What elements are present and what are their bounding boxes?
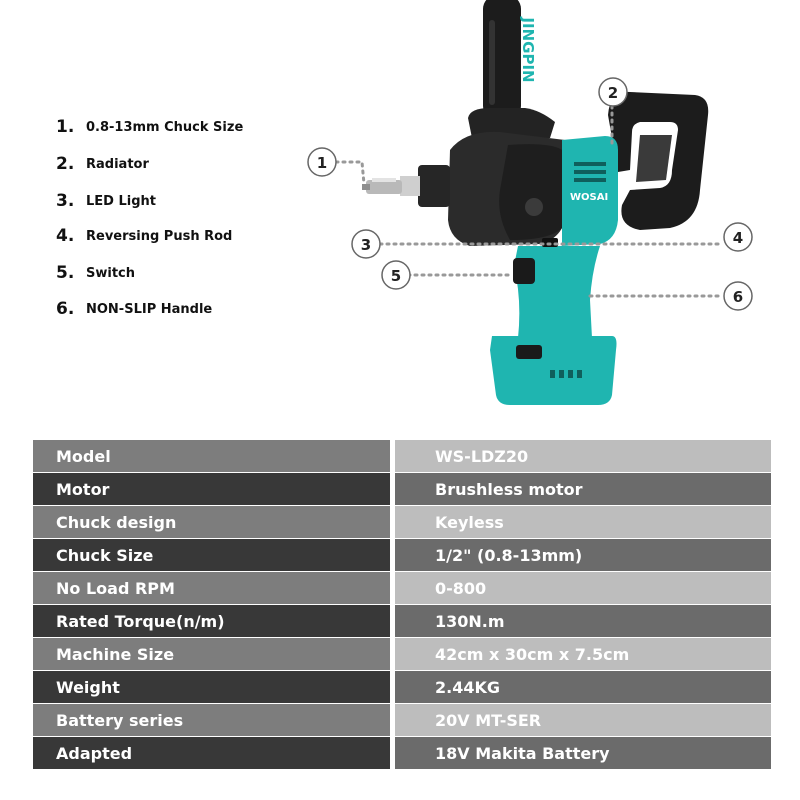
- handle-brand-text: JINGPIN: [519, 17, 537, 83]
- spec-label: Adapted: [33, 737, 390, 769]
- spec-value: Brushless motor: [395, 473, 771, 505]
- callout-5: [382, 261, 410, 289]
- feature-label: 0.8-13mm Chuck Size: [86, 119, 244, 135]
- svg-text:6: 6: [732, 288, 744, 306]
- spec-label: Machine Size: [33, 638, 390, 670]
- feature-label: NON-SLIP Handle: [86, 301, 213, 317]
- spec-row-rated-torque: [33, 605, 771, 637]
- spec-label: Motor: [33, 473, 390, 505]
- gearbox: [448, 132, 568, 246]
- spec-value: 0-800: [395, 572, 771, 604]
- feature-number: 1.: [56, 117, 75, 137]
- feature-item-non-slip-handle: [56, 296, 212, 322]
- trigger-switch: [513, 258, 535, 284]
- spec-value: Keyless: [395, 506, 771, 538]
- feature-item-chuck-size: [56, 114, 243, 140]
- spec-label: Weight: [33, 671, 390, 703]
- spec-row-chuck-design: [33, 506, 771, 538]
- svg-text:1: 1: [316, 154, 328, 172]
- spec-label: Model: [33, 440, 390, 472]
- svg-text:5: 5: [390, 267, 402, 285]
- feature-item-reversing-push-rod: [56, 223, 232, 249]
- spec-label: Chuck design: [33, 506, 390, 538]
- svg-text:3: 3: [360, 236, 372, 254]
- grip-body: [490, 238, 617, 405]
- feature-label: LED Light: [86, 193, 156, 209]
- body-brand-text: WOSAI: [570, 192, 609, 203]
- feature-label: Radiator: [86, 156, 149, 172]
- spec-row-machine-size: [33, 638, 771, 670]
- spec-label: Rated Torque(n/m): [33, 605, 390, 637]
- spec-value: 2.44KG: [395, 671, 771, 703]
- spec-label: Battery series: [33, 704, 390, 736]
- spec-row-weight: [33, 671, 771, 703]
- spec-label: Chuck Size: [33, 539, 390, 571]
- feature-number: 6.: [56, 299, 75, 319]
- callout-3: [352, 230, 380, 258]
- svg-text:2: 2: [607, 84, 619, 102]
- feature-number: 2.: [56, 154, 75, 174]
- feature-label: Reversing Push Rod: [86, 228, 233, 244]
- top-handle: [468, 0, 555, 138]
- motor-housing: [562, 136, 618, 246]
- spec-value: 130N.m: [395, 605, 771, 637]
- callout-1: [308, 148, 336, 176]
- spec-value: WS-LDZ20: [395, 440, 771, 472]
- callout-2: [599, 78, 627, 106]
- spec-label: No Load RPM: [33, 572, 390, 604]
- feature-label: Switch: [86, 265, 136, 281]
- spec-row-battery-series: [33, 704, 771, 736]
- feature-number: 3.: [56, 191, 75, 211]
- callout-6: [724, 282, 752, 310]
- spec-value: 20V MT-SER: [395, 704, 771, 736]
- feature-number: 5.: [56, 263, 75, 283]
- spec-value: 1/2" (0.8-13mm): [395, 539, 771, 571]
- feature-item-radiator: [56, 151, 149, 177]
- feature-item-led-light: [56, 188, 156, 214]
- svg-text:4: 4: [732, 229, 744, 247]
- spec-value: 42cm x 30cm x 7.5cm: [395, 638, 771, 670]
- spec-row-adapted: [33, 737, 771, 769]
- callout-4: [724, 223, 752, 251]
- product-illustration: [300, 0, 780, 420]
- spec-row-chuck-size: [33, 539, 771, 571]
- feature-item-switch: [56, 260, 135, 286]
- side-d-handle: [608, 92, 708, 230]
- spec-row-no-load-rpm: [33, 572, 771, 604]
- spec-row-model: [33, 440, 771, 472]
- spec-value: 18V Makita Battery: [395, 737, 771, 769]
- chuck: [362, 165, 450, 207]
- drill-mixer-image: [300, 0, 780, 420]
- spec-row-motor: [33, 473, 771, 505]
- feature-number: 4.: [56, 226, 75, 246]
